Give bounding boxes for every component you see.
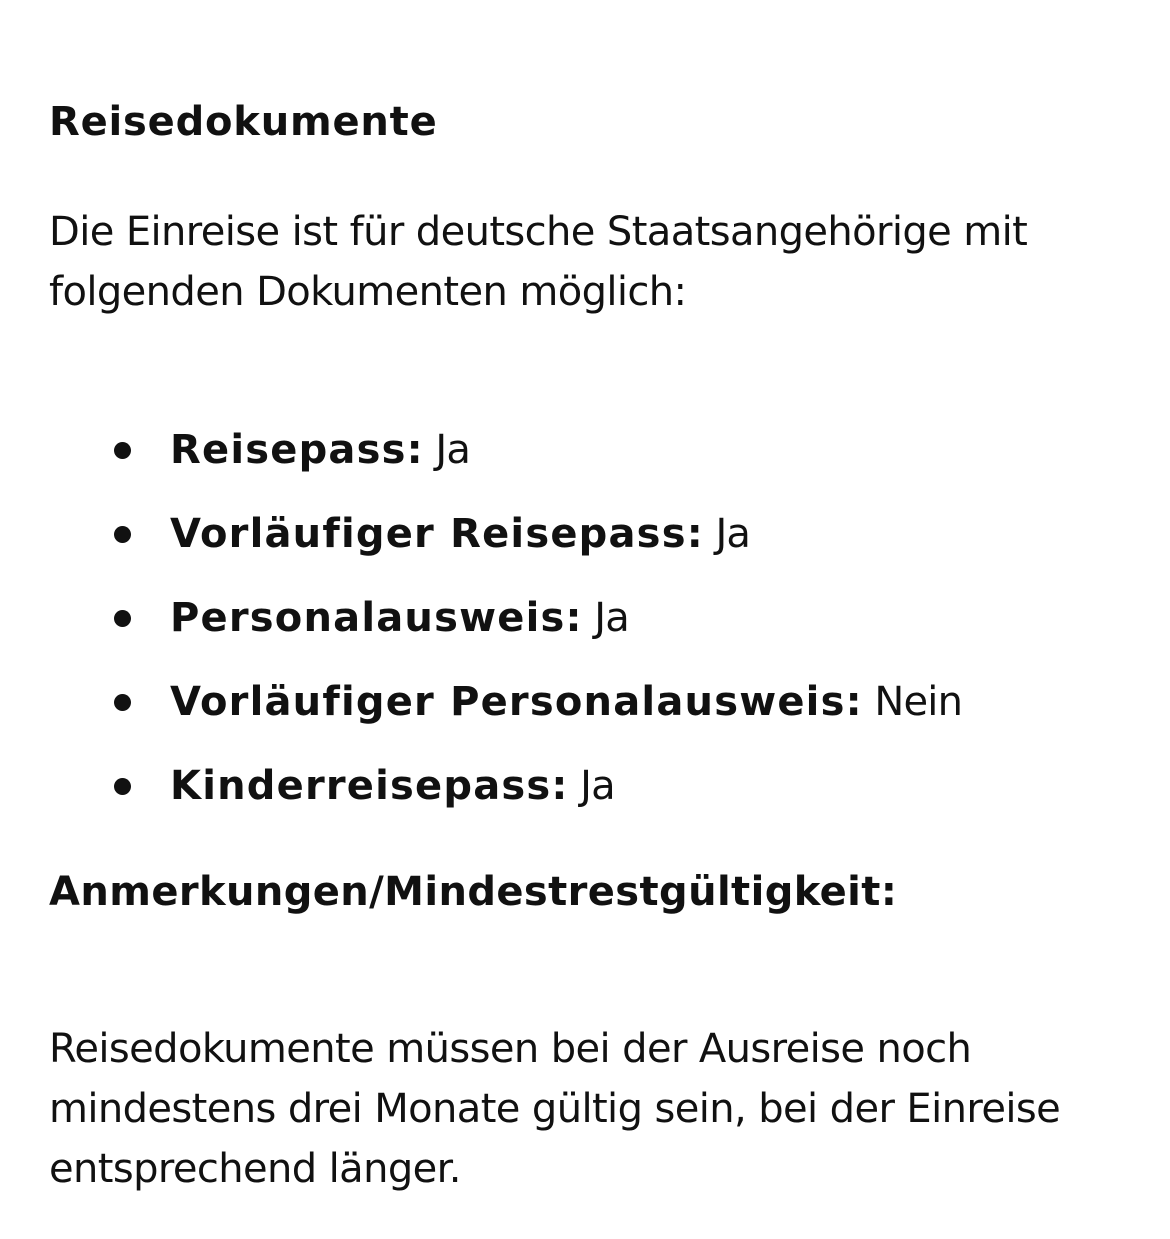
document-entry — [170, 744, 615, 828]
document-value: Ja — [435, 427, 471, 473]
intro-paragraph: Die Einreise ist für deutsche Staatsangehörige mit folgenden Dokumenten möglich: — [49, 209, 1028, 315]
document-value: Ja — [580, 763, 615, 809]
document-name: Vorläufiger Personalausweis — [170, 679, 846, 725]
document-entry — [170, 660, 962, 744]
document-name: Kinderreisepass — [170, 763, 552, 809]
bullet-icon — [114, 694, 131, 711]
document-colon: : — [551, 763, 568, 809]
document-value: Ja — [594, 595, 629, 641]
notes-paragraph: Reisedokumente müssen bei der Ausreise noch mindestens drei Monate gültig sein, bei der Einreise entsprechend länger. — [49, 1026, 1061, 1192]
notes-title: Anmerkungen/Mindestrestgültigkeit: — [49, 869, 898, 915]
bullet-icon — [114, 610, 131, 627]
document-entry — [170, 408, 470, 492]
document-name: Reisepass — [170, 427, 407, 473]
document-colon: : — [406, 427, 423, 473]
document-colon: : — [845, 679, 862, 725]
bullet-icon — [114, 526, 131, 543]
document-name: Personalausweis — [170, 595, 566, 641]
bullet-icon — [114, 778, 131, 795]
document-entry — [170, 492, 750, 576]
document-colon: : — [686, 511, 703, 557]
document-entry — [170, 576, 629, 660]
document-name: Vorläufiger Reisepass — [170, 511, 687, 557]
section-title: Reisedokumente — [49, 99, 438, 145]
bullet-icon — [114, 442, 131, 459]
document-value: Ja — [715, 511, 751, 557]
document-value: Nein — [874, 679, 963, 725]
document-colon: : — [565, 595, 582, 641]
